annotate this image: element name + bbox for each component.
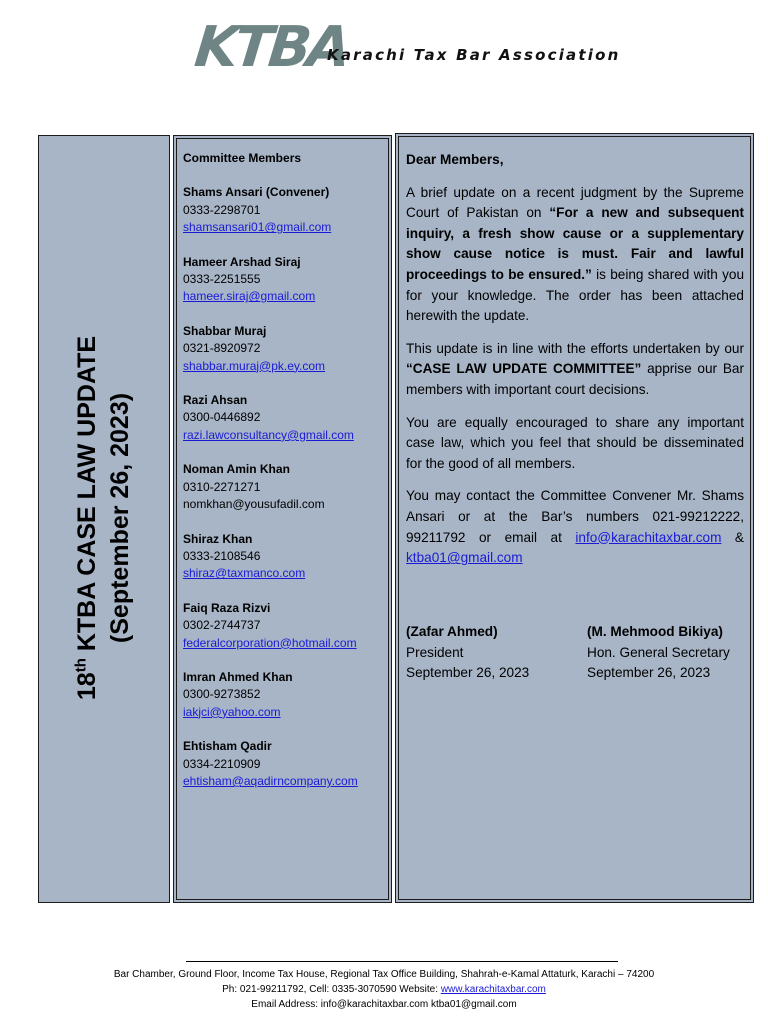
signatory-date: September 26, 2023: [587, 665, 711, 681]
footer-address: Bar Chamber, Ground Floor, Income Tax House, Regional Tax Office Building, Shahrah-e-Kamal Attaturk, Karachi – 74200: [113, 969, 655, 980]
member-name: Shabbar Muraj: [183, 323, 267, 338]
member-item: [183, 254, 358, 306]
member-name: Noman Amin Khan: [183, 462, 290, 477]
member-name: Razi Ahsan: [183, 393, 248, 408]
member-phone: 0333-2298701: [183, 202, 261, 217]
member-email-link[interactable]: shiraz@taxmanco.com: [183, 566, 306, 581]
footer-phone-line: [0, 982, 768, 997]
member-item: [183, 669, 358, 721]
p1-text-end: is being shared with you for your knowledge. The order has been attached herewith the update.: [406, 266, 745, 324]
member-email-link[interactable]: shamsansari01@gmail.com: [183, 220, 332, 235]
member-phone: 0333-2251555: [183, 272, 261, 287]
website-link[interactable]: www.karachitaxbar.com: [440, 984, 546, 995]
member-phone: 0302-2744737: [183, 618, 261, 633]
member-item: [183, 392, 358, 444]
paragraph-1: [406, 183, 744, 327]
paragraph-2: [406, 339, 744, 401]
member-item: [183, 600, 358, 652]
member-email-link[interactable]: ehtisham@aqadirncompany.com: [183, 773, 358, 788]
ktba-email-link[interactable]: ktba01@gmail.com: [406, 550, 523, 566]
committee-list: [183, 150, 358, 807]
member-item: [183, 531, 358, 583]
member-name: Faiq Raza Rizvi: [183, 600, 271, 615]
logo-mark: KTBA: [191, 15, 351, 80]
member-phone: 0321-8920972: [183, 341, 261, 356]
committee-panel: [173, 135, 392, 903]
ktba-logo: [191, 15, 635, 80]
vertical-title: [71, 308, 137, 728]
member-phone: 0310-2271271: [183, 479, 261, 494]
member-phone: 0334-2210909: [183, 756, 261, 771]
title-text: KTBA CASE LAW UPDATE: [73, 335, 101, 659]
member-phone: 0300-9273852: [183, 687, 261, 702]
title-line-2: (September 26, 2023): [106, 392, 134, 644]
title-line-1: [71, 308, 104, 728]
p2-text: This update is in line with the efforts undertaken by our: [406, 340, 744, 356]
member-email: nomkhan@yousufadil.com: [183, 497, 325, 512]
footer: [0, 967, 768, 1012]
title-suffix: th: [72, 658, 90, 673]
title-number: 18: [73, 672, 101, 701]
member-email-link[interactable]: iakjci@yahoo.com: [183, 704, 281, 719]
paragraph-3: You are equally encouraged to share any important case law, which you feel that should be disseminated for the good of all members.: [406, 414, 744, 471]
member-email-link[interactable]: shabbar.muraj@pk.ey.com: [183, 358, 326, 373]
info-email-link[interactable]: info@karachitaxbar.com: [575, 529, 722, 545]
logo-text: Karachi Tax Bar Association: [327, 46, 621, 64]
footer-phone: Ph: 021-99211792, Cell: 0335-3070590 Website:: [222, 984, 441, 995]
signature-secretary: [587, 622, 730, 684]
member-item: [183, 738, 358, 790]
p4-ampersand: &: [721, 529, 744, 545]
p1-text: A brief update on a recent judgment by the Supreme Court of Pakistan on: [406, 184, 744, 221]
signatory-date: September 26, 2023: [406, 665, 530, 681]
signatory-name: (Zafar Ahmed): [406, 624, 498, 639]
member-item: [183, 184, 358, 236]
p2-bold-committee: “CASE LAW UPDATE COMMITTEE”: [406, 361, 642, 377]
p1-bold-quote: “For a new and subsequent inquiry, a fresh show cause or a supplementary show cause notice is must. Fair and lawful proceedings to be ensured.”: [406, 205, 744, 282]
footer-email-line: Email Address: info@karachitaxbar.com ktba01@gmail.com: [251, 999, 517, 1010]
paragraph-4: [406, 486, 744, 568]
signatory-title: Hon. General Secretary: [587, 644, 730, 660]
member-email-link[interactable]: hameer.siraj@gmail.com: [183, 289, 316, 304]
letter-body: [406, 150, 744, 581]
member-phone: 0300-0446892: [183, 410, 261, 425]
member-phone: 0333-2108546: [183, 548, 261, 563]
member-name: Shams Ansari (Convener): [183, 185, 330, 200]
p2-text-end: apprise our Bar members with important court decisions.: [406, 361, 745, 397]
member-item: [183, 461, 358, 513]
salutation: Dear Members,: [406, 152, 504, 167]
letter-panel: [395, 133, 754, 903]
member-name: Ehtisham Qadir: [183, 739, 272, 754]
committee-heading: Committee Members: [183, 151, 302, 165]
member-email-link[interactable]: federalcorporation@hotmail.com: [183, 635, 357, 650]
member-item: [183, 323, 358, 375]
signatory-name: (M. Mehmood Bikiya): [587, 624, 723, 639]
member-name: Shiraz Khan: [183, 531, 253, 546]
member-name: Hameer Arshad Siraj: [183, 254, 301, 269]
footer-divider: [186, 961, 618, 962]
signature-president: [406, 622, 529, 684]
p4-text: You may contact the Committee Convener Mr. Shams Ansari or at the Bar’s numbers 021-99212222, 99211792 or email at: [406, 488, 744, 545]
signatory-title: President: [406, 644, 464, 660]
member-name: Imran Ahmed Khan: [183, 669, 293, 684]
member-email-link[interactable]: razi.lawconsultancy@gmail.com: [183, 427, 354, 442]
